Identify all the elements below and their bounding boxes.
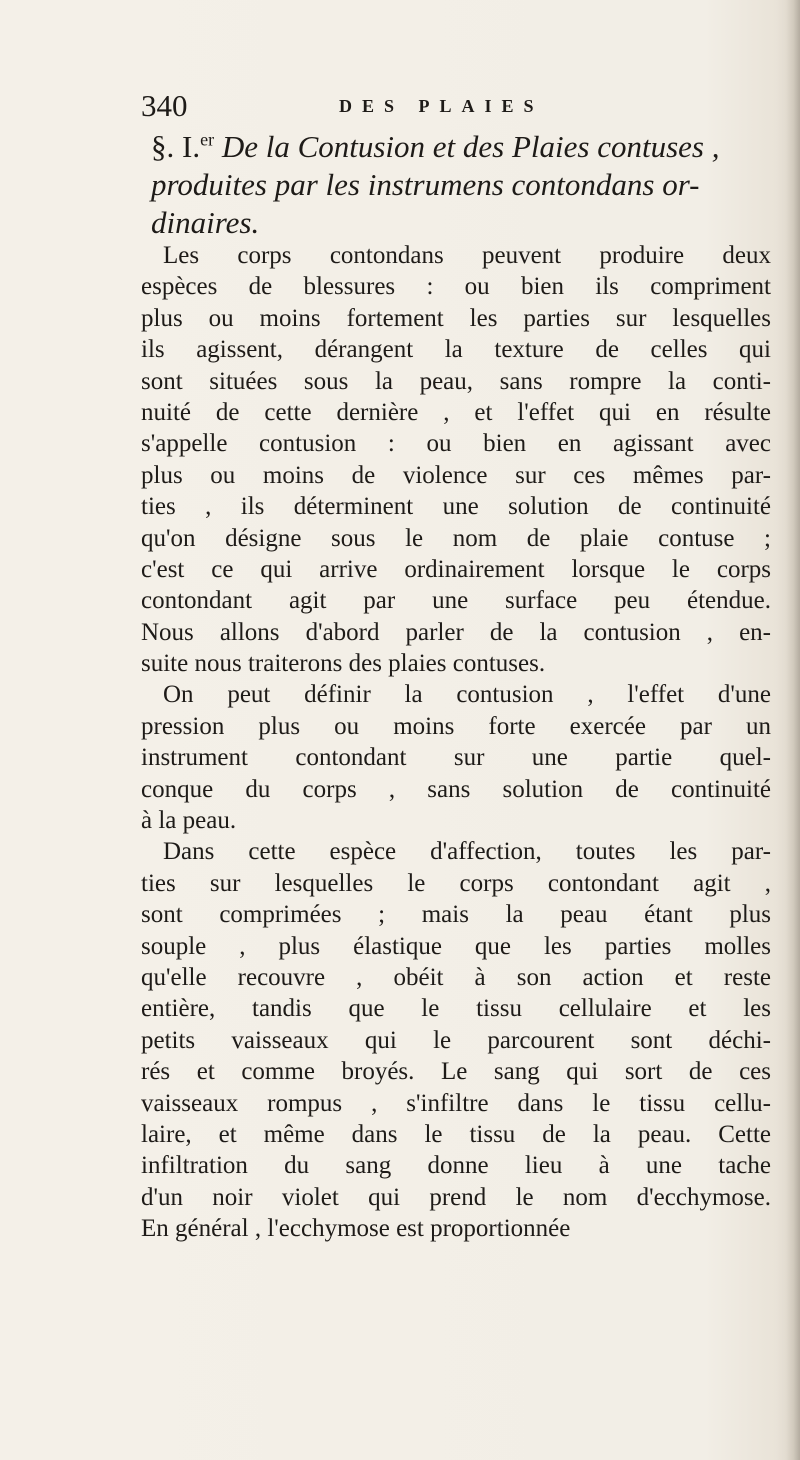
paragraph-2 [141,679,771,836]
running-head [141,86,741,126]
text-line: rés et comme broyés. Le sang qui sort de ces [141,1058,771,1086]
text-line: qu'on désigne sous le nom de plaie contuse ; [141,524,771,552]
text-line: ils agissent, dérangent la texture de celles qui [141,336,771,364]
text-line: contondant agit par une surface peu étendue. [141,587,771,615]
text-line: Dans cette espèce d'affection, toutes les par- [163,838,771,866]
text-line: infiltration du sang donne lieu à une tache [141,1152,771,1180]
text-line: espèces de blessures : ou bien ils compriment [141,273,771,301]
section-title-line [151,128,769,166]
section-title-line: dinaires. [151,205,260,240]
text-line: souple , plus élastique que les parties molles [141,932,771,960]
text-line: vaisseaux rompus , s'infiltre dans le tissu cellu- [141,1089,771,1117]
paragraph-3 [141,836,771,1244]
text-line: laire, et même dans le tissu de la peau. Cette [141,1120,771,1148]
paragraph-1 [141,240,771,679]
text-line: à la peau. [141,807,237,835]
text-line: conque du corps , sans solution de continuité [141,775,771,803]
section-title-line: produites par les instrumens contondans or- [151,167,700,202]
text-line: plus ou moins fortement les parties sur lesquelles [141,304,771,332]
page-edge-shadow [786,0,800,1460]
text-line: qu'elle recouvre , obéit à son action et reste [141,963,771,991]
text-line: Nous allons d'abord parler de la contusion , en- [141,618,771,646]
text-line: s'appelle contusion : ou bien en agissant avec [141,430,771,458]
text-line: En général , l'ecchymose est proportionnée [141,1215,571,1243]
text-line: plus ou moins de violence sur ces mêmes par- [141,461,771,489]
text-line: c'est ce qui arrive ordinairement lorsque le corps [141,555,771,583]
section-number-sup: er [200,129,215,150]
text-line: sont comprimées ; mais la peau étant plus [141,901,771,929]
text-line: ties , ils déterminent une solution de continuité [141,493,771,521]
section-number [151,129,214,164]
running-title: DES PLAIES [339,96,544,116]
text-line: pression plus ou moins forte exercée par un [141,712,771,740]
text-line: suite nous traiterons des plaies contuses. [141,650,546,678]
section-title-text: De la Contusion et des Plaies contuses , [221,129,720,164]
text-line: entière, tandis que le tissu cellulaire et les [141,995,771,1023]
text-line: instrument contondant sur une partie quel- [141,744,771,772]
text-line: sont situées sous la peau, sans rompre la conti- [141,367,771,395]
text-line: On peut définir la contusion , l'effet d'une [163,681,771,709]
text-line: Les corps contondans peuvent produire deux [163,242,771,269]
text-line: petits vaisseaux qui le parcourent sont déchi- [141,1026,771,1054]
page-number: 340 [141,88,188,123]
text-line: ties sur lesquelles le corps contondant agit , [141,869,771,897]
section-title [151,128,769,242]
text-line: d'un noir violet qui prend le nom d'ecchymose. [141,1183,771,1211]
body-text [141,240,771,1245]
text-line: nuité de cette dernière , et l'effet qui en résulte [141,398,771,426]
section-number-text: §. I. [151,129,201,164]
